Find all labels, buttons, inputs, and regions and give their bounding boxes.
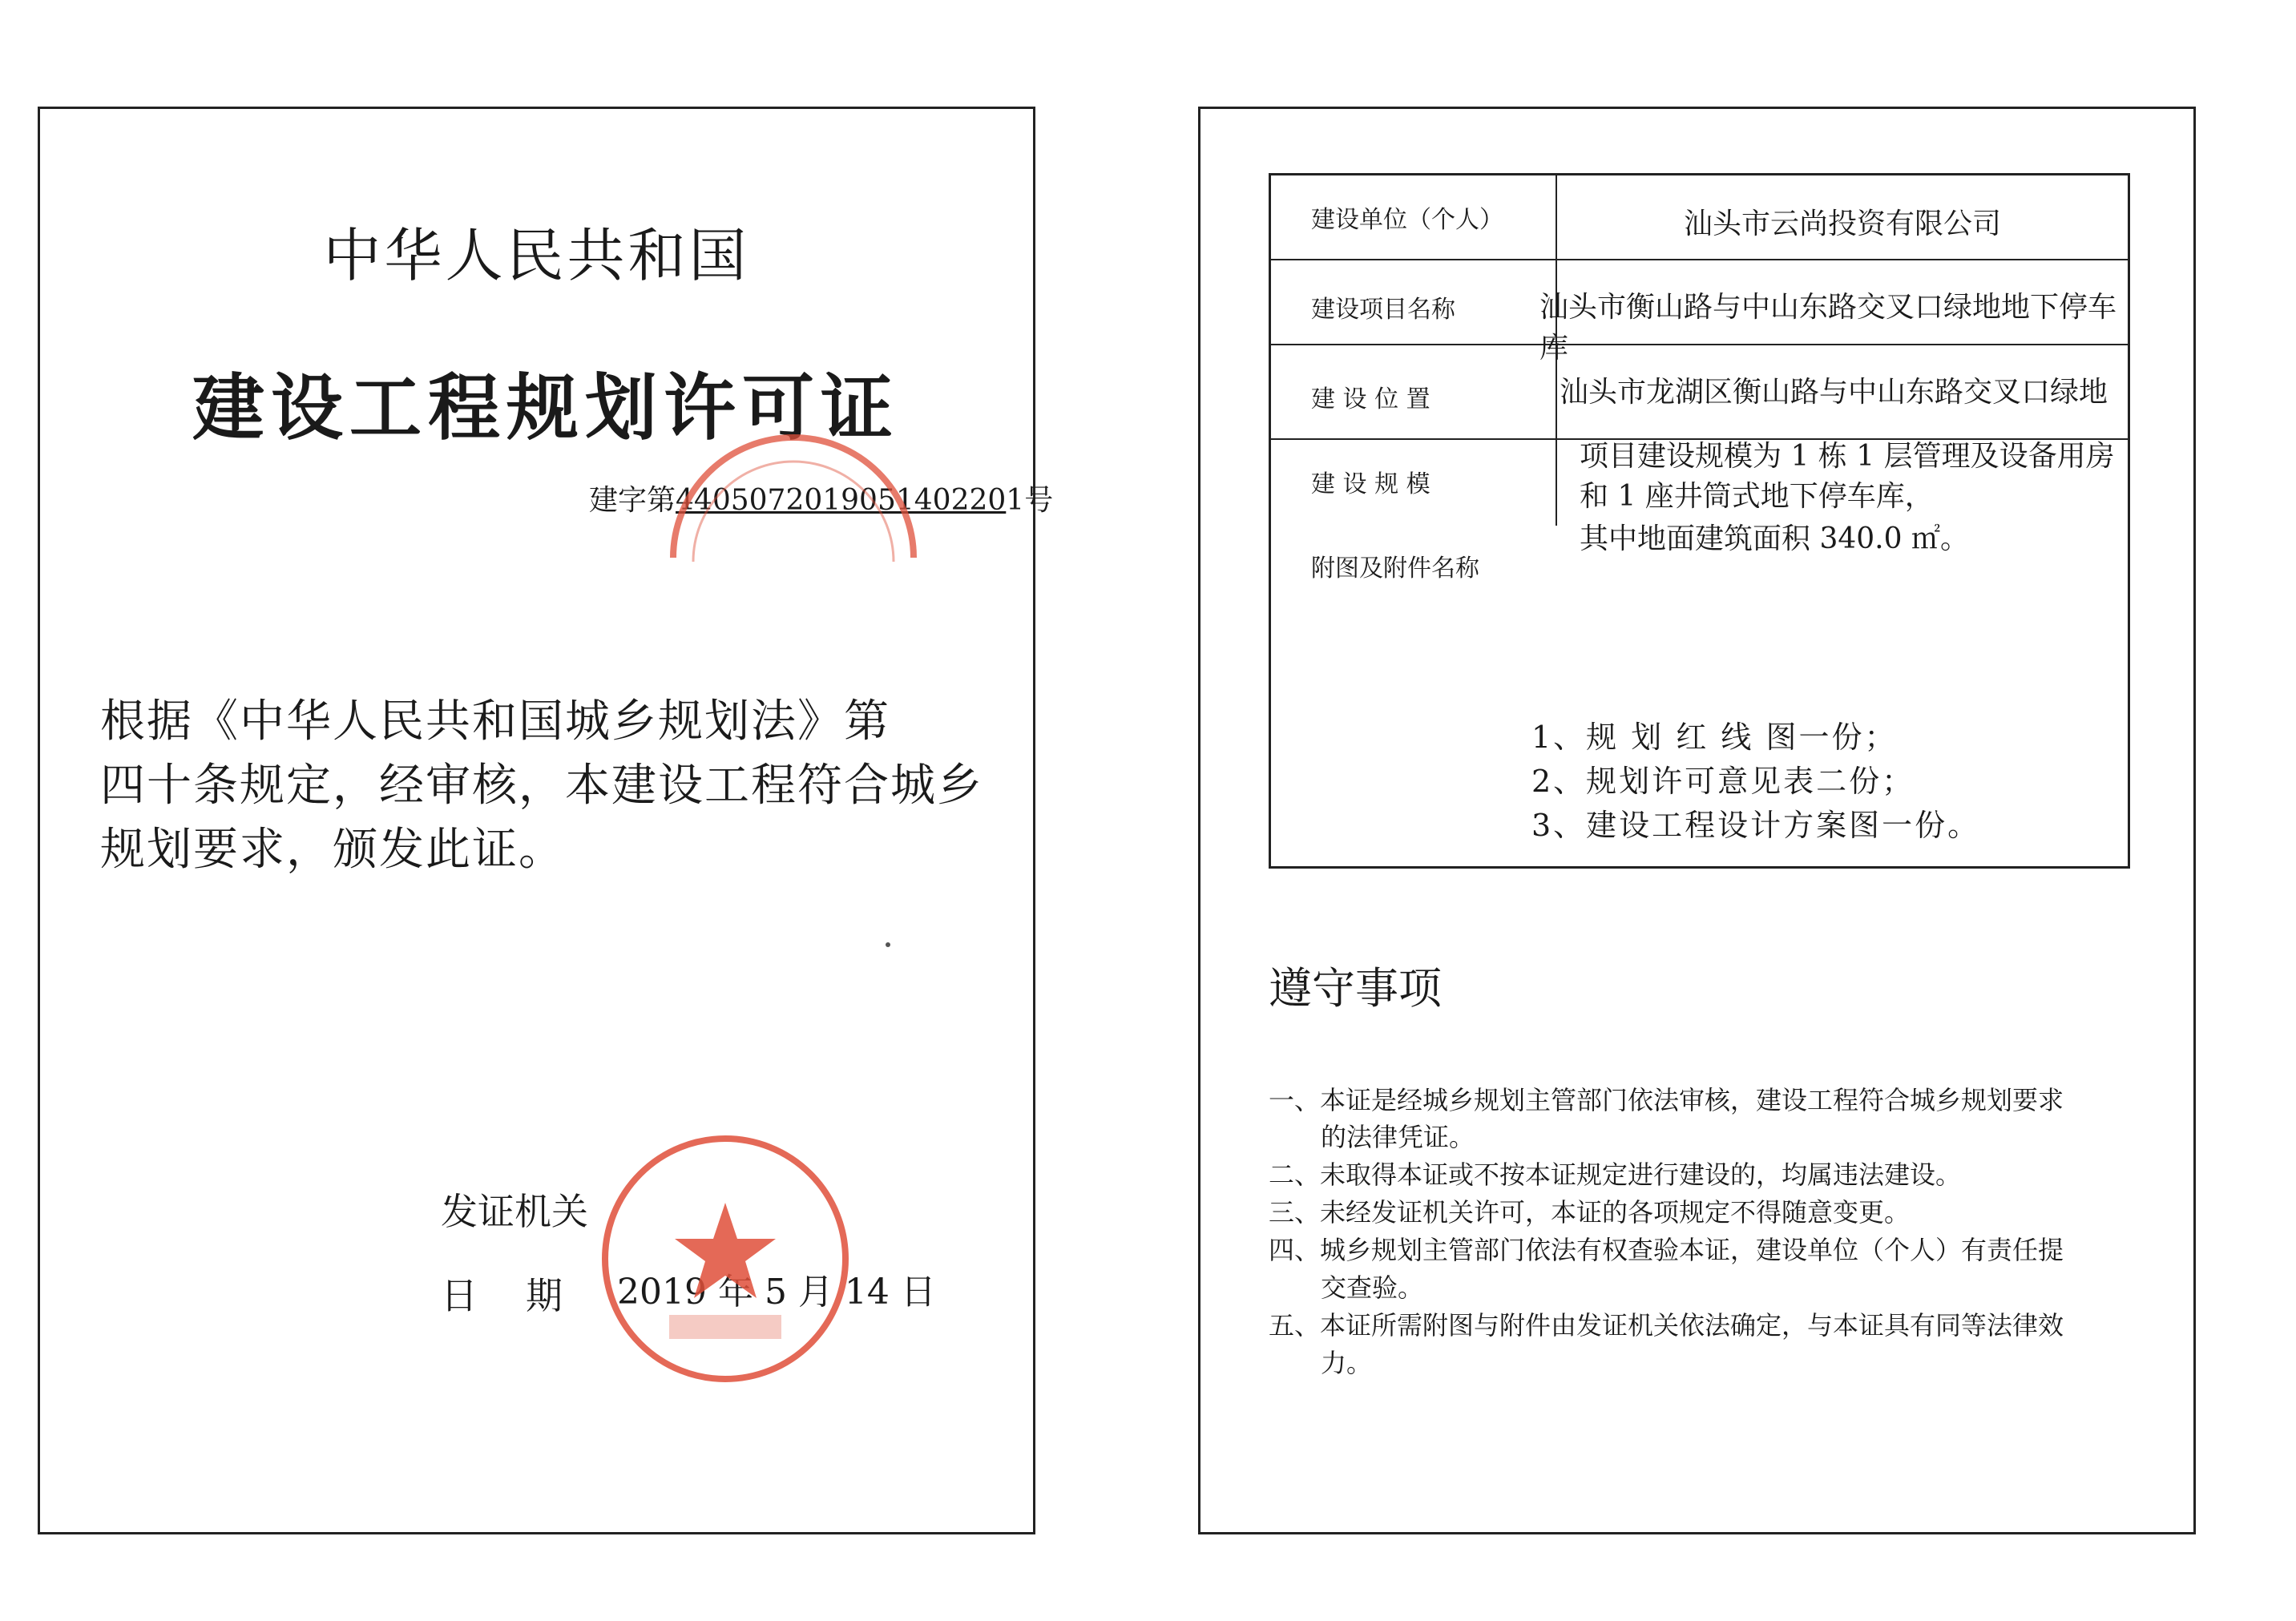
rules-title: 遵守事项	[1269, 963, 1442, 1014]
row-label: 建设单位（个人）	[1311, 206, 1503, 234]
row-value: 汕头市云尚投资有限公司	[1684, 208, 2002, 240]
certificate-details-page	[1198, 107, 2196, 1534]
attachment-item: 3、建设工程设计方案图一份。	[1531, 808, 1981, 843]
project-info-table	[1269, 173, 2130, 869]
official-seal-stamp	[593, 1127, 857, 1391]
number-prefix: 建字第	[589, 484, 676, 517]
country-name: 中华人民共和国	[323, 222, 750, 289]
table-row	[1271, 260, 2128, 365]
certificate-title: 建设工程规划许可证	[192, 366, 899, 450]
row-value: 汕头市龙湖区衡山路与中山东路交叉口绿地	[1560, 376, 2108, 409]
attachment-item: 2、规划许可意见表二份；	[1531, 764, 1915, 799]
body-text-line: 规划要求，颁发此证。	[100, 824, 565, 876]
rule-item: 五、本证所需附图与附件由发证机关依法确定，与本证具有同等法律效	[1269, 1310, 2064, 1341]
table-row	[1271, 345, 2128, 440]
rule-item: 二、未取得本证或不按本证规定进行建设的，均属违法建设。	[1269, 1159, 1962, 1190]
row-label: 建 设 位 置	[1311, 385, 1430, 413]
number-suffix: 1号	[1006, 484, 1054, 517]
issue-date: 2019 年 5 月 14 日	[617, 1272, 936, 1313]
table-row	[1271, 175, 2128, 260]
scale-line: 项目建设规模为 1 栋 1 层管理及设备用房	[1580, 440, 2115, 473]
attachments-label: 附图及附件名称	[1311, 554, 1479, 583]
partial-seal-stamp	[657, 373, 930, 574]
number-value: 440507201905140220	[676, 484, 1007, 517]
rule-continuation: 交查验。	[1321, 1272, 1424, 1303]
body-text-line: 四十条规定，经审核，本建设工程符合城乡	[100, 760, 983, 812]
attachment-item: 1、规 划 红 线 图一份；	[1531, 720, 1898, 755]
body-text-line: 根据《中华人民共和国城乡规划法》第	[100, 696, 890, 748]
rule-item: 一、本证是经城乡规划主管部门依法审核，建设工程符合城乡规划要求	[1269, 1085, 2064, 1115]
rule-item: 四、城乡规划主管部门依法有权查验本证，建设单位（个人）有责任提	[1269, 1235, 2064, 1265]
scale-line: 其中地面建筑面积 340.0 ㎡。	[1580, 522, 1969, 555]
rule-continuation: 力。	[1321, 1348, 1373, 1378]
scale-line: 和 1 座井筒式地下停车库，	[1580, 480, 1934, 513]
rule-continuation: 的法律凭证。	[1321, 1122, 1475, 1152]
row-label: 建设项目名称	[1311, 296, 1455, 324]
certificate-cover-page	[38, 107, 1054, 1534]
rule-item: 三、未经发证机关许可，本证的各项规定不得随意变更。	[1269, 1197, 1911, 1228]
date-label: 日期	[441, 1274, 611, 1317]
issuer-label: 发证机关	[441, 1190, 588, 1233]
table-row	[1271, 440, 2128, 555]
scan-speck	[886, 942, 890, 947]
row-label: 建 设 规 模	[1311, 470, 1430, 498]
row-value: 汕头市衡山路与中山东路交叉口绿地地下停车库	[1539, 291, 2117, 365]
